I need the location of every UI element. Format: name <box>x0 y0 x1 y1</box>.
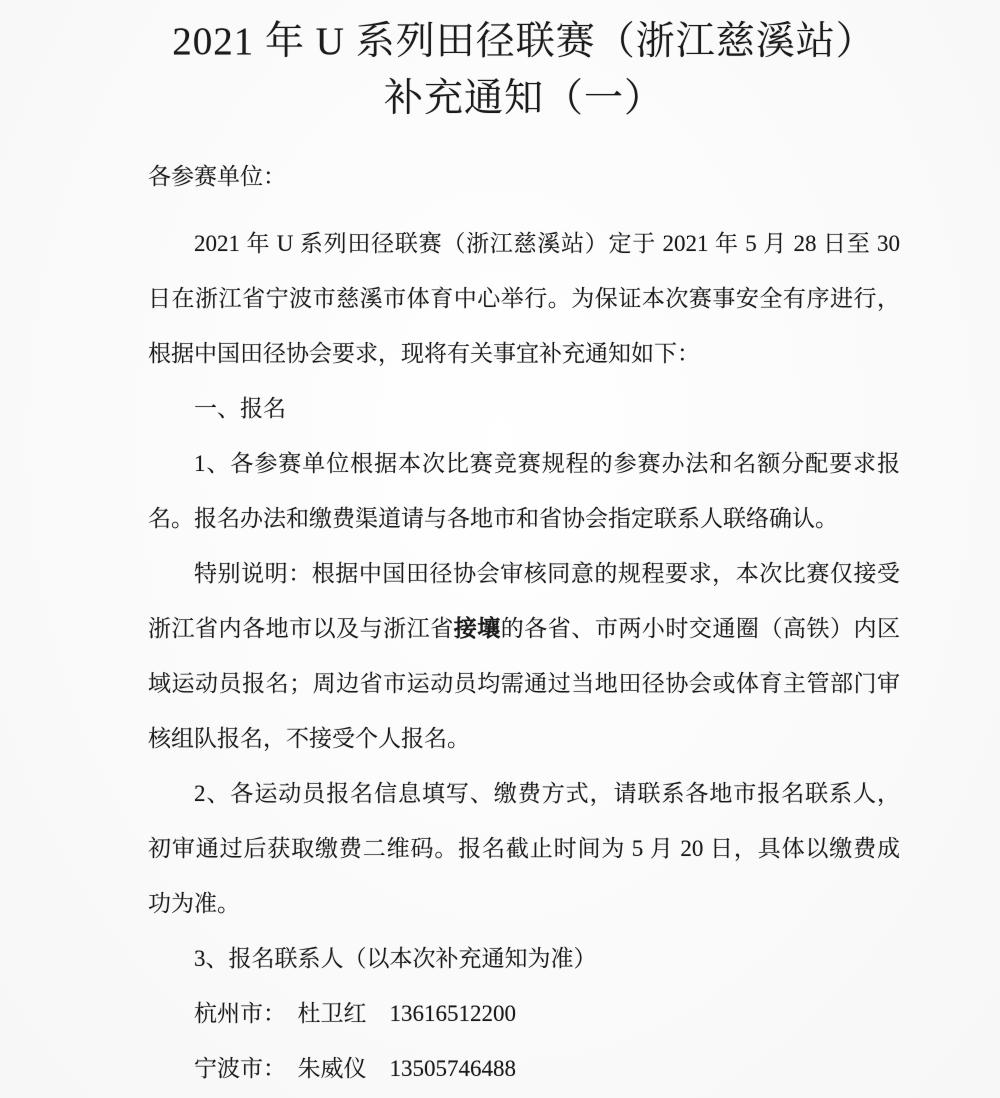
text-line: 域运动员报名；周边省市运动员均需通过当地田径协会或体育主管部门审 <box>148 671 900 696</box>
text-line: 1、各参赛单位根据本次比赛竞赛规程的参赛办法和名额分配要求报 <box>194 451 900 476</box>
text-line: 核组队报名，不接受个人报名。 <box>148 726 470 751</box>
text-line: 初审通过后获取缴费二维码。报名截止时间为 5 月 20 日，具体以缴费成 <box>148 836 900 861</box>
text-segment: 的各省、市两小时交通圈（高铁）内区 <box>500 616 901 641</box>
item-2-payment <box>148 766 900 931</box>
salutation <box>148 149 900 204</box>
text-line: 日在浙江省宁波市慈溪市体育中心举行。为保证本次赛事安全有序进行， <box>148 286 900 311</box>
section-heading-registration <box>148 381 900 436</box>
text-line: 2、各运动员报名信息填写、缴费方式，请联系各地市报名联系人， <box>194 781 900 806</box>
text-line: 3、报名联系人（以本次补充通知为准） <box>194 946 597 971</box>
document-body <box>148 149 900 1096</box>
item-3-contacts-heading <box>148 931 900 986</box>
bold-text: 接壤 <box>453 616 501 641</box>
contact-hangzhou <box>148 986 900 1041</box>
document-title <box>148 13 900 127</box>
text-line: 一、报名 <box>194 396 286 421</box>
text-line: 各参赛单位： <box>148 164 286 189</box>
paragraph-intro <box>148 216 900 381</box>
text-line: 根据中国田径协会要求，现将有关事宜补充通知如下： <box>148 341 700 366</box>
item-1-registration-method <box>148 436 900 546</box>
document-title-line-2: 补充通知（一） <box>383 77 664 120</box>
text-segment: 浙江省内各地市以及与浙江省 <box>148 616 454 641</box>
text-line: 名。报名办法和缴费渠道请与各地市和省协会指定联系人联络确认。 <box>148 506 838 531</box>
text-line: 功为准。 <box>148 891 240 916</box>
text-line: 杭州市： 杜卫红 13616512200 <box>194 1001 516 1026</box>
text-line: 特别说明：根据中国田径协会审核同意的规程要求，本次比赛仅接受 <box>194 561 900 586</box>
text-line: 宁波市： 朱威仪 13505746488 <box>194 1056 516 1081</box>
text-line <box>148 601 900 656</box>
contact-ningbo <box>148 1041 900 1096</box>
document-title-line-1: 2021 年 U 系列田径联赛（浙江慈溪站） <box>172 20 876 63</box>
special-note <box>148 546 900 766</box>
text-line: 2021 年 U 系列田径联赛（浙江慈溪站）定于 2021 年 5 月 28 日至 30 <box>194 231 900 256</box>
